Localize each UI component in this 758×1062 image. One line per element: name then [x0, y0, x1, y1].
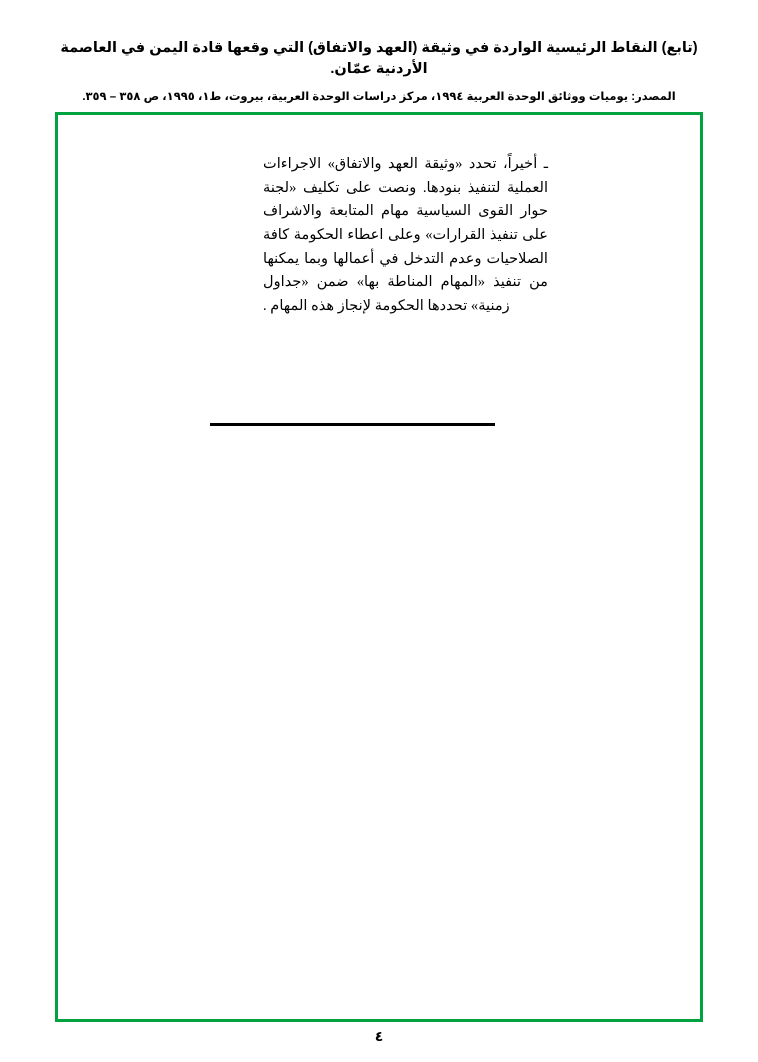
source-citation: المصدر: يوميات ووثائق الوحدة العربية ١٩٩٤، مركز دراسات الوحدة العربية، بيروت، ط١، ١٩٩٥، ص ٣٥٨ – ٣٥٩. [82, 91, 676, 104]
page-header [0, 38, 758, 105]
horizontal-rule [210, 423, 495, 426]
page-number: ٤ [374, 1028, 384, 1044]
page-footer [0, 1028, 758, 1046]
page-title: (تابع) النقاط الرئيسية الواردة في وثيقة (العهد والاتفاق) التي وقعها قادة اليمن في العاصمة الأردنية عمّان. [60, 40, 698, 78]
content-frame [55, 112, 703, 1022]
body-paragraph: ـ أخيراً، تحدد «وثيقة العهد والاتفاق» الاجراءات العملية لتنفيذ بنودها. ونصت على تكليف «لجنة حوار القوى السياسية مهام المتابعة والاشراف على تنفيذ القرارات» وعلى اعطاء الحكومة كافة الصلاحيات وعدم التدخل في أعمالها وبما يمكنها من تنفيذ «المهام المناطة بها» ضمن «جداول زمنية» تحددها الحكومة لإنجاز هذه المهام . [263, 156, 548, 314]
